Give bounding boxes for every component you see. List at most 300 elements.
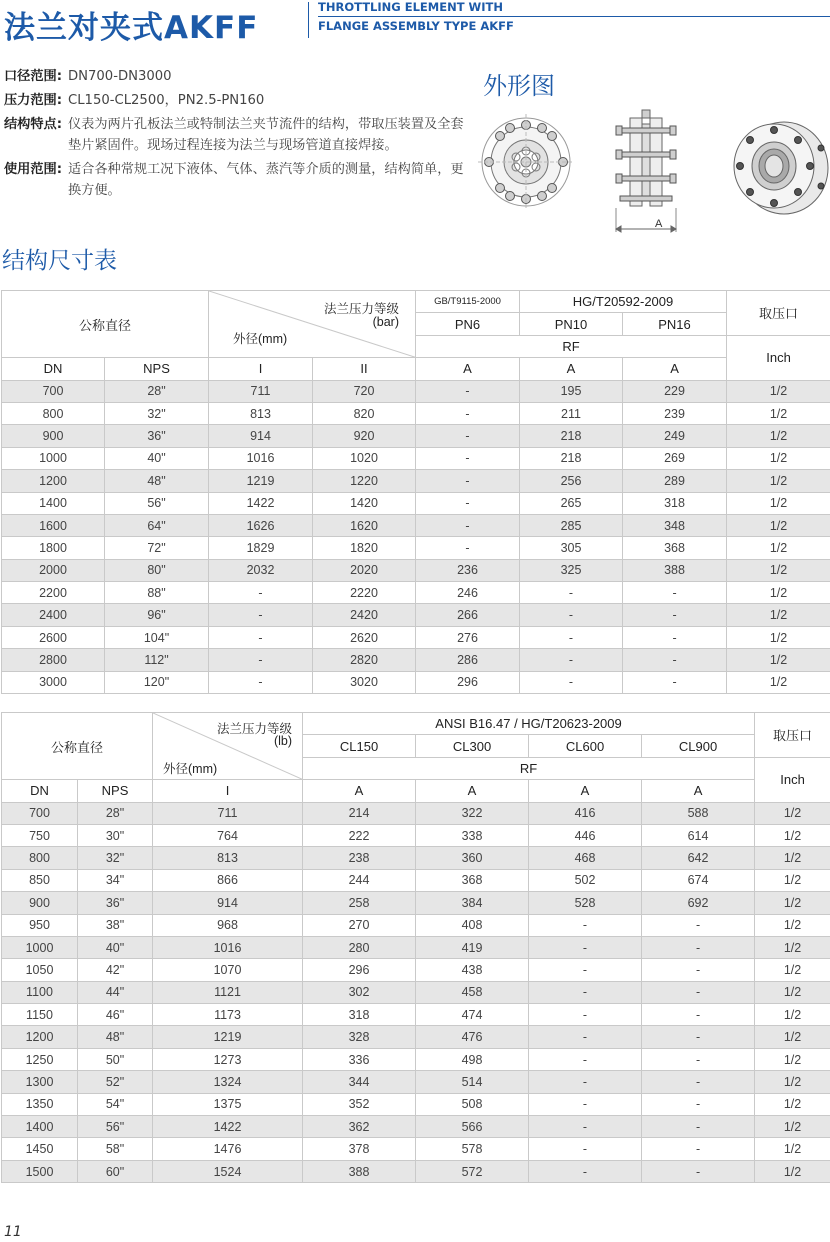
table-cell: 474: [416, 1004, 529, 1026]
table-cell: 498: [416, 1048, 529, 1070]
pressure-class-label: 法兰压力等级: [324, 302, 400, 316]
table-cell: 800: [2, 402, 105, 424]
table-cell: 1/2: [755, 1093, 830, 1115]
table-cell: 1070: [153, 959, 303, 981]
table-cell: 1016: [209, 447, 313, 469]
table-row: [2, 402, 830, 424]
table-cell: 1/2: [755, 1004, 830, 1026]
table-cell: 1000: [2, 936, 78, 958]
header-row: [2, 713, 830, 735]
table-row: [2, 936, 830, 958]
table-cell: 305: [520, 537, 623, 559]
table-cell: 1/2: [755, 1026, 830, 1048]
table-cell: -: [642, 1138, 755, 1160]
inch-header: Inch: [727, 335, 830, 380]
table-cell: 40": [78, 936, 153, 958]
table-cell: 285: [520, 514, 623, 536]
table-cell: 1/2: [755, 847, 830, 869]
table-cell: 38": [78, 914, 153, 936]
table-cell: 1250: [2, 1048, 78, 1070]
table-cell: 502: [529, 869, 642, 891]
col-nps: NPS: [105, 358, 209, 380]
table-cell: 2032: [209, 559, 313, 581]
table-cell: 296: [303, 959, 416, 981]
table-cell: -: [642, 981, 755, 1003]
table-cell: -: [520, 604, 623, 626]
table-cell: 711: [153, 802, 303, 824]
col-nps: NPS: [78, 780, 153, 802]
table-cell: 1219: [209, 470, 313, 492]
table-cell: 468: [529, 847, 642, 869]
table-cell: 1476: [153, 1138, 303, 1160]
spec-caliber: [4, 66, 464, 87]
table-cell: 419: [416, 936, 529, 958]
table-cell: 1/2: [727, 649, 830, 671]
table-cell: -: [209, 626, 313, 648]
table-cell: -: [642, 1160, 755, 1182]
table-cell: -: [642, 1071, 755, 1093]
header-row: [2, 291, 830, 313]
col-od-i: I: [153, 780, 303, 802]
table-row: [2, 847, 830, 869]
pn6-header: PN6: [416, 313, 520, 335]
table-cell: 325: [520, 559, 623, 581]
table-cell: 1/2: [755, 892, 830, 914]
table-cell: 416: [529, 802, 642, 824]
table-cell: -: [642, 959, 755, 981]
table-cell: 1/2: [727, 559, 830, 581]
table-cell: 344: [303, 1071, 416, 1093]
table-row: [2, 1026, 830, 1048]
table-cell: 1020: [313, 447, 416, 469]
table-cell: 1016: [153, 936, 303, 958]
table-cell: -: [209, 582, 313, 604]
table-cell: 1/2: [755, 1116, 830, 1138]
table-cell: 1/2: [755, 1048, 830, 1070]
pressure-unit-label: (bar): [372, 315, 400, 329]
table-cell: 1/2: [727, 402, 830, 424]
table-cell: -: [642, 1026, 755, 1048]
table-cell: 360: [416, 847, 529, 869]
table-cell: -: [209, 604, 313, 626]
table-cell: 104": [105, 626, 209, 648]
table-cell: 30": [78, 824, 153, 846]
table-cell: 1/2: [727, 626, 830, 648]
table-cell: 914: [209, 425, 313, 447]
table-cell: -: [416, 447, 520, 469]
table-cell: -: [529, 1116, 642, 1138]
table-cell: 1400: [2, 1116, 78, 1138]
table-cell: 2000: [2, 559, 105, 581]
table-cell: 270: [303, 914, 416, 936]
column-header-row: [2, 780, 830, 802]
table-row: [2, 604, 830, 626]
table-cell: 229: [623, 380, 727, 402]
table-cell: 88": [105, 582, 209, 604]
table-row: [2, 537, 830, 559]
cl600-header: CL600: [529, 735, 642, 757]
col-a: A: [623, 358, 727, 380]
table-cell: 36": [78, 892, 153, 914]
col-dn: DN: [2, 358, 105, 380]
table-cell: 1300: [2, 1071, 78, 1093]
table-cell: 48": [105, 470, 209, 492]
table-cell: 2200: [2, 582, 105, 604]
spec-list: [4, 66, 464, 204]
table-cell: 258: [303, 892, 416, 914]
table-cell: 1/2: [727, 470, 830, 492]
table-cell: 388: [303, 1160, 416, 1182]
table-row: [2, 380, 830, 402]
table-cell: 700: [2, 802, 78, 824]
table-cell: 674: [642, 869, 755, 891]
table-cell: 1800: [2, 537, 105, 559]
table-cell: -: [529, 914, 642, 936]
table-cell: 2020: [313, 559, 416, 581]
table-cell: 900: [2, 425, 105, 447]
table-cell: 1450: [2, 1138, 78, 1160]
table-cell: 269: [623, 447, 727, 469]
table-row: [2, 981, 830, 1003]
table-cell: 528: [529, 892, 642, 914]
table-row: [2, 514, 830, 536]
table-cell: 1422: [153, 1116, 303, 1138]
table-cell: 1050: [2, 959, 78, 981]
table-cell: -: [529, 1026, 642, 1048]
table-cell: -: [623, 604, 727, 626]
table-cell: -: [416, 470, 520, 492]
table-cell: -: [416, 380, 520, 402]
table-cell: 1626: [209, 514, 313, 536]
table-row: [2, 1071, 830, 1093]
table-cell: 64": [105, 514, 209, 536]
table-row: [2, 914, 830, 936]
table-cell: -: [416, 425, 520, 447]
table-cell: 222: [303, 824, 416, 846]
table-cell: 813: [153, 847, 303, 869]
table-row: [2, 492, 830, 514]
subtitle-rule: [318, 16, 830, 17]
inch-header: Inch: [755, 757, 830, 802]
table-cell: 800: [2, 847, 78, 869]
table-cell: 318: [623, 492, 727, 514]
table-cell: 1220: [313, 470, 416, 492]
table-cell: -: [642, 914, 755, 936]
table-cell: 211: [520, 402, 623, 424]
subtitle-line-2: FLANGE ASSEMBLY TYPE AKFF: [318, 19, 514, 33]
table-cell: -: [642, 1048, 755, 1070]
table-cell: 1/2: [727, 537, 830, 559]
table-cell: 1000: [2, 447, 105, 469]
table-cell: 249: [623, 425, 727, 447]
table-cell: 368: [416, 869, 529, 891]
table-cell: -: [529, 1071, 642, 1093]
pn10-header: PN10: [520, 313, 623, 335]
spec-structure: [4, 114, 464, 156]
table-cell: 572: [416, 1160, 529, 1182]
table-cell: 236: [416, 559, 520, 581]
table-cell: 1600: [2, 514, 105, 536]
table-cell: 378: [303, 1138, 416, 1160]
table-row: [2, 649, 830, 671]
table-cell: 711: [209, 380, 313, 402]
table-cell: 1/2: [755, 981, 830, 1003]
page-number: 11: [4, 1224, 22, 1240]
table-cell: 900: [2, 892, 78, 914]
table-cell: -: [416, 514, 520, 536]
table-row: [2, 1004, 830, 1026]
nominal-diameter-header: 公称直径: [2, 713, 153, 780]
table-row: [2, 824, 830, 846]
table-row: [2, 582, 830, 604]
table-cell: 1/2: [727, 514, 830, 536]
table-cell: 336: [303, 1048, 416, 1070]
table-cell: 289: [623, 470, 727, 492]
table-cell: 1/2: [755, 959, 830, 981]
table-cell: -: [642, 936, 755, 958]
table-cell: -: [209, 671, 313, 693]
col-a: A: [529, 780, 642, 802]
table-cell: 52": [78, 1071, 153, 1093]
table-cell: 328: [303, 1026, 416, 1048]
table-cell: -: [416, 492, 520, 514]
table-cell: 1524: [153, 1160, 303, 1182]
page-title: 法兰对夹式AKFF: [4, 10, 259, 46]
outer-diameter-label: 外径(mm): [163, 762, 218, 776]
table-cell: 72": [105, 537, 209, 559]
table-cell: 920: [313, 425, 416, 447]
section-title: 结构尺寸表: [2, 248, 117, 274]
dimension-a-label: A: [655, 218, 663, 230]
table-cell: 362: [303, 1116, 416, 1138]
table-cell: 56": [78, 1116, 153, 1138]
nominal-diameter-header: 公称直径: [2, 291, 209, 358]
table-cell: 2220: [313, 582, 416, 604]
table-cell: 2820: [313, 649, 416, 671]
table-cell: 2600: [2, 626, 105, 648]
rf-header: RF: [416, 335, 727, 357]
table-cell: 1/2: [755, 869, 830, 891]
table-body: [2, 802, 830, 1183]
table-cell: -: [623, 649, 727, 671]
table-cell: 514: [416, 1071, 529, 1093]
table-row: [2, 559, 830, 581]
table-cell: 195: [520, 380, 623, 402]
table-cell: -: [416, 402, 520, 424]
table-cell: 46": [78, 1004, 153, 1026]
table-cell: -: [520, 671, 623, 693]
table-row: [2, 1093, 830, 1115]
table-cell: 1350: [2, 1093, 78, 1115]
pressure-tap-header: 取压口: [727, 291, 830, 336]
table-cell: 348: [623, 514, 727, 536]
table-cell: 968: [153, 914, 303, 936]
spec-value: 仪表为两片孔板法兰或特制法兰夹节流件的结构，带取压装置及全套垫片紧固件。现场过程连接为法兰与现场管道直接焊接。: [68, 117, 464, 153]
pressure-unit-label: (lb): [273, 734, 293, 748]
spec-label: 使用范围:: [4, 162, 63, 177]
outer-diameter-label: 外径(mm): [233, 332, 288, 346]
table-cell: 1200: [2, 470, 105, 492]
table-cell: 238: [303, 847, 416, 869]
spec-pressure: [4, 90, 464, 111]
pressure-tap-header: 取压口: [755, 713, 830, 758]
table-row: [2, 626, 830, 648]
table-cell: 54": [78, 1093, 153, 1115]
table-cell: -: [529, 1138, 642, 1160]
table-cell: 32": [105, 402, 209, 424]
table-cell: 578: [416, 1138, 529, 1160]
table-cell: 48": [78, 1026, 153, 1048]
spec-usage: [4, 159, 464, 201]
spec-label: 口径范围:: [4, 69, 63, 84]
table-cell: -: [529, 1160, 642, 1182]
table-cell: 692: [642, 892, 755, 914]
table-cell: 1100: [2, 981, 78, 1003]
table-cell: 750: [2, 824, 78, 846]
table-cell: -: [623, 671, 727, 693]
table-cell: 438: [416, 959, 529, 981]
standard-gb-header: GB/T9115-2000: [416, 291, 520, 313]
dimension-table-pn: [1, 290, 830, 694]
table-cell: 302: [303, 981, 416, 1003]
table-cell: 1400: [2, 492, 105, 514]
col-a: A: [642, 780, 755, 802]
table-cell: 813: [209, 402, 313, 424]
table-row: [2, 892, 830, 914]
table-cell: 614: [642, 824, 755, 846]
table-cell: 286: [416, 649, 520, 671]
table-row: [2, 869, 830, 891]
table-cell: 96": [105, 604, 209, 626]
table-cell: 1/2: [755, 936, 830, 958]
table-cell: 476: [416, 1026, 529, 1048]
dimension-table-cl: [1, 712, 830, 1183]
table-cell: 112": [105, 649, 209, 671]
table-cell: 244: [303, 869, 416, 891]
col-od-i: I: [209, 358, 313, 380]
table-cell: 1/2: [755, 802, 830, 824]
table-cell: 34": [78, 869, 153, 891]
table-cell: 1829: [209, 537, 313, 559]
table-cell: 50": [78, 1048, 153, 1070]
table-cell: 239: [623, 402, 727, 424]
subtitle-line-1: THROTTLING ELEMENT WITH: [318, 0, 503, 14]
table-cell: -: [623, 582, 727, 604]
table-cell: 276: [416, 626, 520, 648]
col-od-ii: II: [313, 358, 416, 380]
table-cell: -: [520, 626, 623, 648]
table-cell: 1/2: [727, 604, 830, 626]
table-cell: 280: [303, 936, 416, 958]
column-header-row: [2, 358, 830, 380]
table-cell: 28": [78, 802, 153, 824]
table-cell: 296: [416, 671, 520, 693]
table-cell: 642: [642, 847, 755, 869]
table-cell: 218: [520, 425, 623, 447]
flange-drawing-icon: [478, 108, 830, 238]
table-cell: 1121: [153, 981, 303, 1003]
table-cell: -: [529, 936, 642, 958]
pressure-class-header: [153, 713, 303, 780]
spec-value: 适合各种常规工况下液体、气体、蒸汽等介质的测量，结构简单，更换方便。: [68, 162, 464, 198]
outline-drawings: [478, 108, 830, 238]
table-cell: 1/2: [727, 425, 830, 447]
table-row: [2, 447, 830, 469]
table-cell: 700: [2, 380, 105, 402]
table-cell: 2420: [313, 604, 416, 626]
table-cell: 1500: [2, 1160, 78, 1182]
spec-value: DN700-DN3000: [68, 69, 172, 84]
table-cell: 1/2: [755, 1071, 830, 1093]
col-a: A: [520, 358, 623, 380]
table-cell: 1/2: [727, 447, 830, 469]
table-cell: -: [642, 1093, 755, 1115]
cl150-header: CL150: [303, 735, 416, 757]
table-cell: 384: [416, 892, 529, 914]
table-cell: 1273: [153, 1048, 303, 1070]
table-cell: 265: [520, 492, 623, 514]
table-cell: 1420: [313, 492, 416, 514]
table-cell: 352: [303, 1093, 416, 1115]
pn16-header: PN16: [623, 313, 727, 335]
table-cell: 850: [2, 869, 78, 891]
table-row: [2, 959, 830, 981]
cl300-header: CL300: [416, 735, 529, 757]
cl900-header: CL900: [642, 735, 755, 757]
table-cell: 866: [153, 869, 303, 891]
table-cell: 1173: [153, 1004, 303, 1026]
table-row: [2, 1160, 830, 1182]
table-cell: 820: [313, 402, 416, 424]
col-a: A: [416, 358, 520, 380]
spec-label: 压力范围:: [4, 93, 63, 108]
table-cell: 588: [642, 802, 755, 824]
table-cell: 1/2: [727, 492, 830, 514]
table-cell: 566: [416, 1116, 529, 1138]
table-cell: 1820: [313, 537, 416, 559]
spec-value: CL150-CL2500，PN2.5-PN160: [68, 93, 265, 108]
col-dn: DN: [2, 780, 78, 802]
table-cell: -: [520, 649, 623, 671]
table-cell: 56": [105, 492, 209, 514]
table-cell: 764: [153, 824, 303, 846]
table-cell: 720: [313, 380, 416, 402]
table-cell: -: [642, 1004, 755, 1026]
table-cell: 322: [416, 802, 529, 824]
table-cell: 508: [416, 1093, 529, 1115]
rf-header: RF: [303, 757, 755, 779]
table-cell: 44": [78, 981, 153, 1003]
table-cell: 3000: [2, 671, 105, 693]
table-cell: -: [529, 1004, 642, 1026]
pressure-class-label: 法兰压力等级: [217, 722, 293, 736]
col-a: A: [416, 780, 529, 802]
table-cell: 246: [416, 582, 520, 604]
table-row: [2, 1138, 830, 1160]
table-cell: 1150: [2, 1004, 78, 1026]
table-cell: 950: [2, 914, 78, 936]
table-cell: 120": [105, 671, 209, 693]
table-cell: 1/2: [727, 380, 830, 402]
table-cell: -: [623, 626, 727, 648]
table-body: [2, 380, 830, 693]
table-cell: 28": [105, 380, 209, 402]
table-cell: 3020: [313, 671, 416, 693]
table-row: [2, 1048, 830, 1070]
table-cell: 2400: [2, 604, 105, 626]
table-cell: 338: [416, 824, 529, 846]
table-cell: -: [209, 649, 313, 671]
